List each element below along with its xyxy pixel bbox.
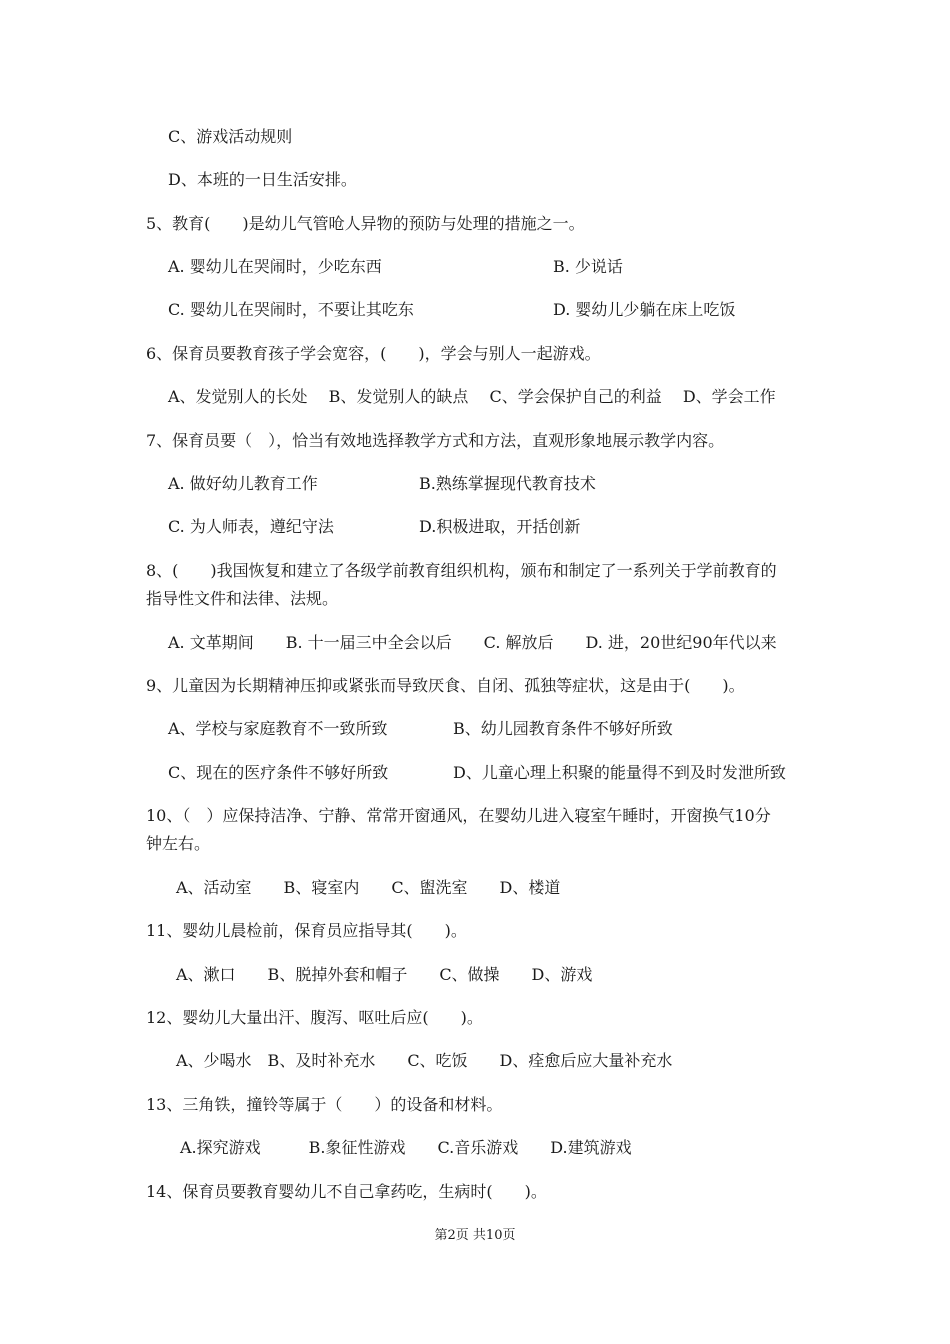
text-line: 12、婴幼儿大量出汗、腹泻、呕吐后应( )。	[146, 1008, 483, 1027]
text-line: A、漱口 B、脱掉外套和帽子 C、做操 D、游戏	[176, 965, 593, 984]
text-line: D. 婴幼儿少躺在床上吃饭	[553, 300, 736, 319]
text-line: 7、保育员要（ ），恰当有效地选择教学方式和方法，直观形象地展示教学内容。	[146, 431, 725, 450]
text-line: 13、三角铁，撞铃等属于（ ）的设备和材料。	[146, 1095, 503, 1114]
text-line: C、游戏活动规则	[168, 127, 293, 146]
text-line: C. 婴幼儿在哭闹时，不要让其吃东	[168, 300, 414, 319]
text-line: 6、保育员要教育孩子学会宽容，( )，学会与别人一起游戏。	[146, 344, 601, 363]
text-line: D、儿童心理上积聚的能量得不到及时发泄所致	[453, 763, 786, 782]
text-line: B.熟练掌握现代教育技术	[419, 474, 596, 493]
page-footer: 第2页 共10页	[434, 1228, 516, 1243]
text-line: A、学校与家庭教育不一致所致	[168, 719, 388, 738]
text-line: 8、( )我国恢复和建立了各级学前教育组织机构，颁布和制定了一系列关于学前教育的	[146, 561, 777, 580]
text-line: 指导性文件和法律、法规。	[146, 589, 339, 608]
text-line: C、现在的医疗条件不够好所致	[168, 763, 389, 782]
text-line: D、本班的一日生活安排。	[168, 170, 357, 189]
text-line: 钟左右。	[146, 834, 211, 853]
text-line: 9、儿童因为长期精神压抑或紧张而导致厌食、自闭、孤独等症状，这是由于( )。	[146, 676, 745, 695]
text-line: 5、教育( )是幼儿气管呛人异物的预防与处理的措施之一。	[146, 214, 585, 233]
text-line: B、幼儿园教育条件不够好所致	[453, 719, 673, 738]
text-line: A. 做好幼儿教育工作	[168, 474, 318, 493]
text-line: A.探究游戏 B.象征性游戏 C.音乐游戏 D.建筑游戏	[180, 1138, 632, 1157]
text-line: C. 为人师表，遵纪守法	[168, 517, 334, 536]
text-line: D.积极进取，开括创新	[419, 517, 581, 536]
text-line: A. 文革期间 B. 十一届三中全会以后 C. 解放后 D. 进，20世纪90年代以来	[168, 633, 777, 652]
text-line: 14、保育员要教育婴幼儿不自己拿药吃，生病时( )。	[146, 1182, 547, 1201]
text-line: 11、婴幼儿晨检前，保育员应指导其( )。	[146, 921, 467, 940]
text-line: B. 少说话	[553, 257, 623, 276]
text-line: A. 婴幼儿在哭闹时，少吃东西	[168, 257, 382, 276]
text-line: A、活动室 B、寝室内 C、盥洗室 D、楼道	[176, 878, 561, 897]
text-line: A、少喝水 B、及时补充水 C、吃饭 D、痊愈后应大量补充水	[176, 1051, 673, 1070]
text-line: A、发觉别人的长处 B、发觉别人的缺点 C、学会保护自己的利益 D、学会工作	[168, 387, 776, 406]
text-line: 10、（ ）应保持洁净、宁静、常常开窗通风，在婴幼儿进入寝室午睡时，开窗换气10分	[146, 806, 771, 825]
